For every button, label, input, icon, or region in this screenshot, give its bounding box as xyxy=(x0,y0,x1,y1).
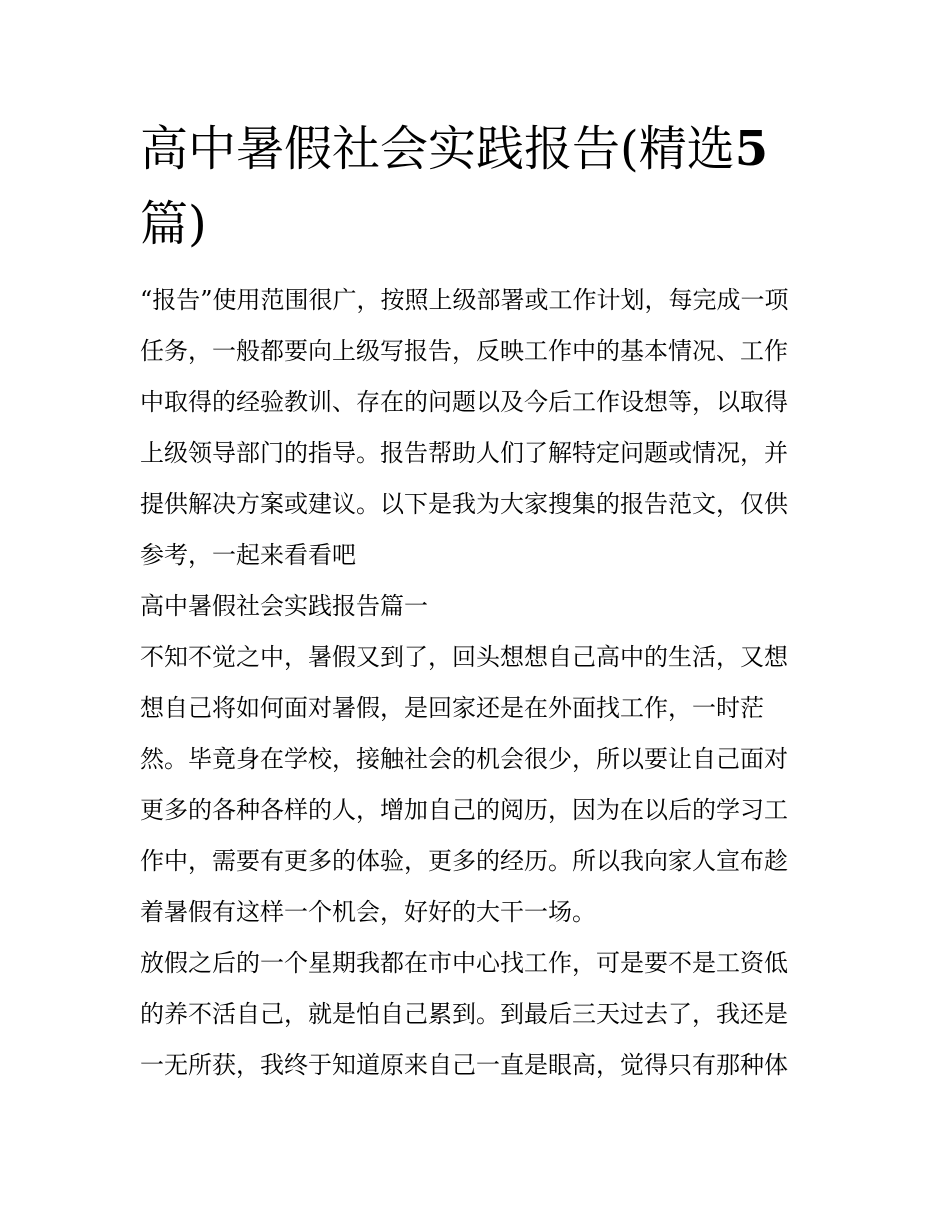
document-body xyxy=(140,275,815,1091)
section-heading: 高中暑假社会实践报告篇一 xyxy=(140,592,428,620)
body-line: 一无所获，我终于知道原来自己一直是眼高，觉得只有那种体 xyxy=(140,1051,788,1079)
body-line: 参考，一起来看看吧 xyxy=(140,541,356,569)
body-line: 作中，需要有更多的体验，更多的经历。所以我向家人宣布趁 xyxy=(140,847,788,875)
title-text-continued: 篇) xyxy=(140,196,207,252)
body-line: 的养不活自己，就是怕自己累到。到最后三天过去了，我还是 xyxy=(140,1000,788,1028)
body-line: 想自己将如何面对暑假，是回家还是在外面找工作，一时茫 xyxy=(140,694,764,722)
body-line: 提供解决方案或建议。以下是我为大家搜集的报告范文，仅供 xyxy=(140,490,788,518)
body-line: 不知不觉之中，暑假又到了，回头想想自己高中的生活，又想 xyxy=(140,643,788,671)
body-line: 然。毕竟身在学校，接触社会的机会很少，所以要让自己面对 xyxy=(140,745,788,773)
body-line: 任务，一般都要向上级写报告，反映工作中的基本情况、工作 xyxy=(140,337,788,365)
body-line: “报告”使用范围很广，按照上级部署或工作计划，每完成一项 xyxy=(140,286,789,314)
document-title xyxy=(140,112,820,262)
body-line: 更多的各种各样的人，增加自己的阅历，因为在以后的学习工 xyxy=(140,796,788,824)
title-number: 5 xyxy=(734,121,769,177)
body-line: 放假之后的一个星期我都在市中心找工作，可是要不是工资低 xyxy=(140,949,788,977)
body-line: 中取得的经验教训、存在的问题以及今后工作设想等，以取得 xyxy=(140,388,788,416)
body-line: 着暑假有这样一个机会，好好的大干一场。 xyxy=(140,898,596,926)
title-text: 高中暑假社会实践报告(精选 xyxy=(140,121,735,177)
body-line: 上级领导部门的指导。报告帮助人们了解特定问题或情况，并 xyxy=(140,439,788,467)
